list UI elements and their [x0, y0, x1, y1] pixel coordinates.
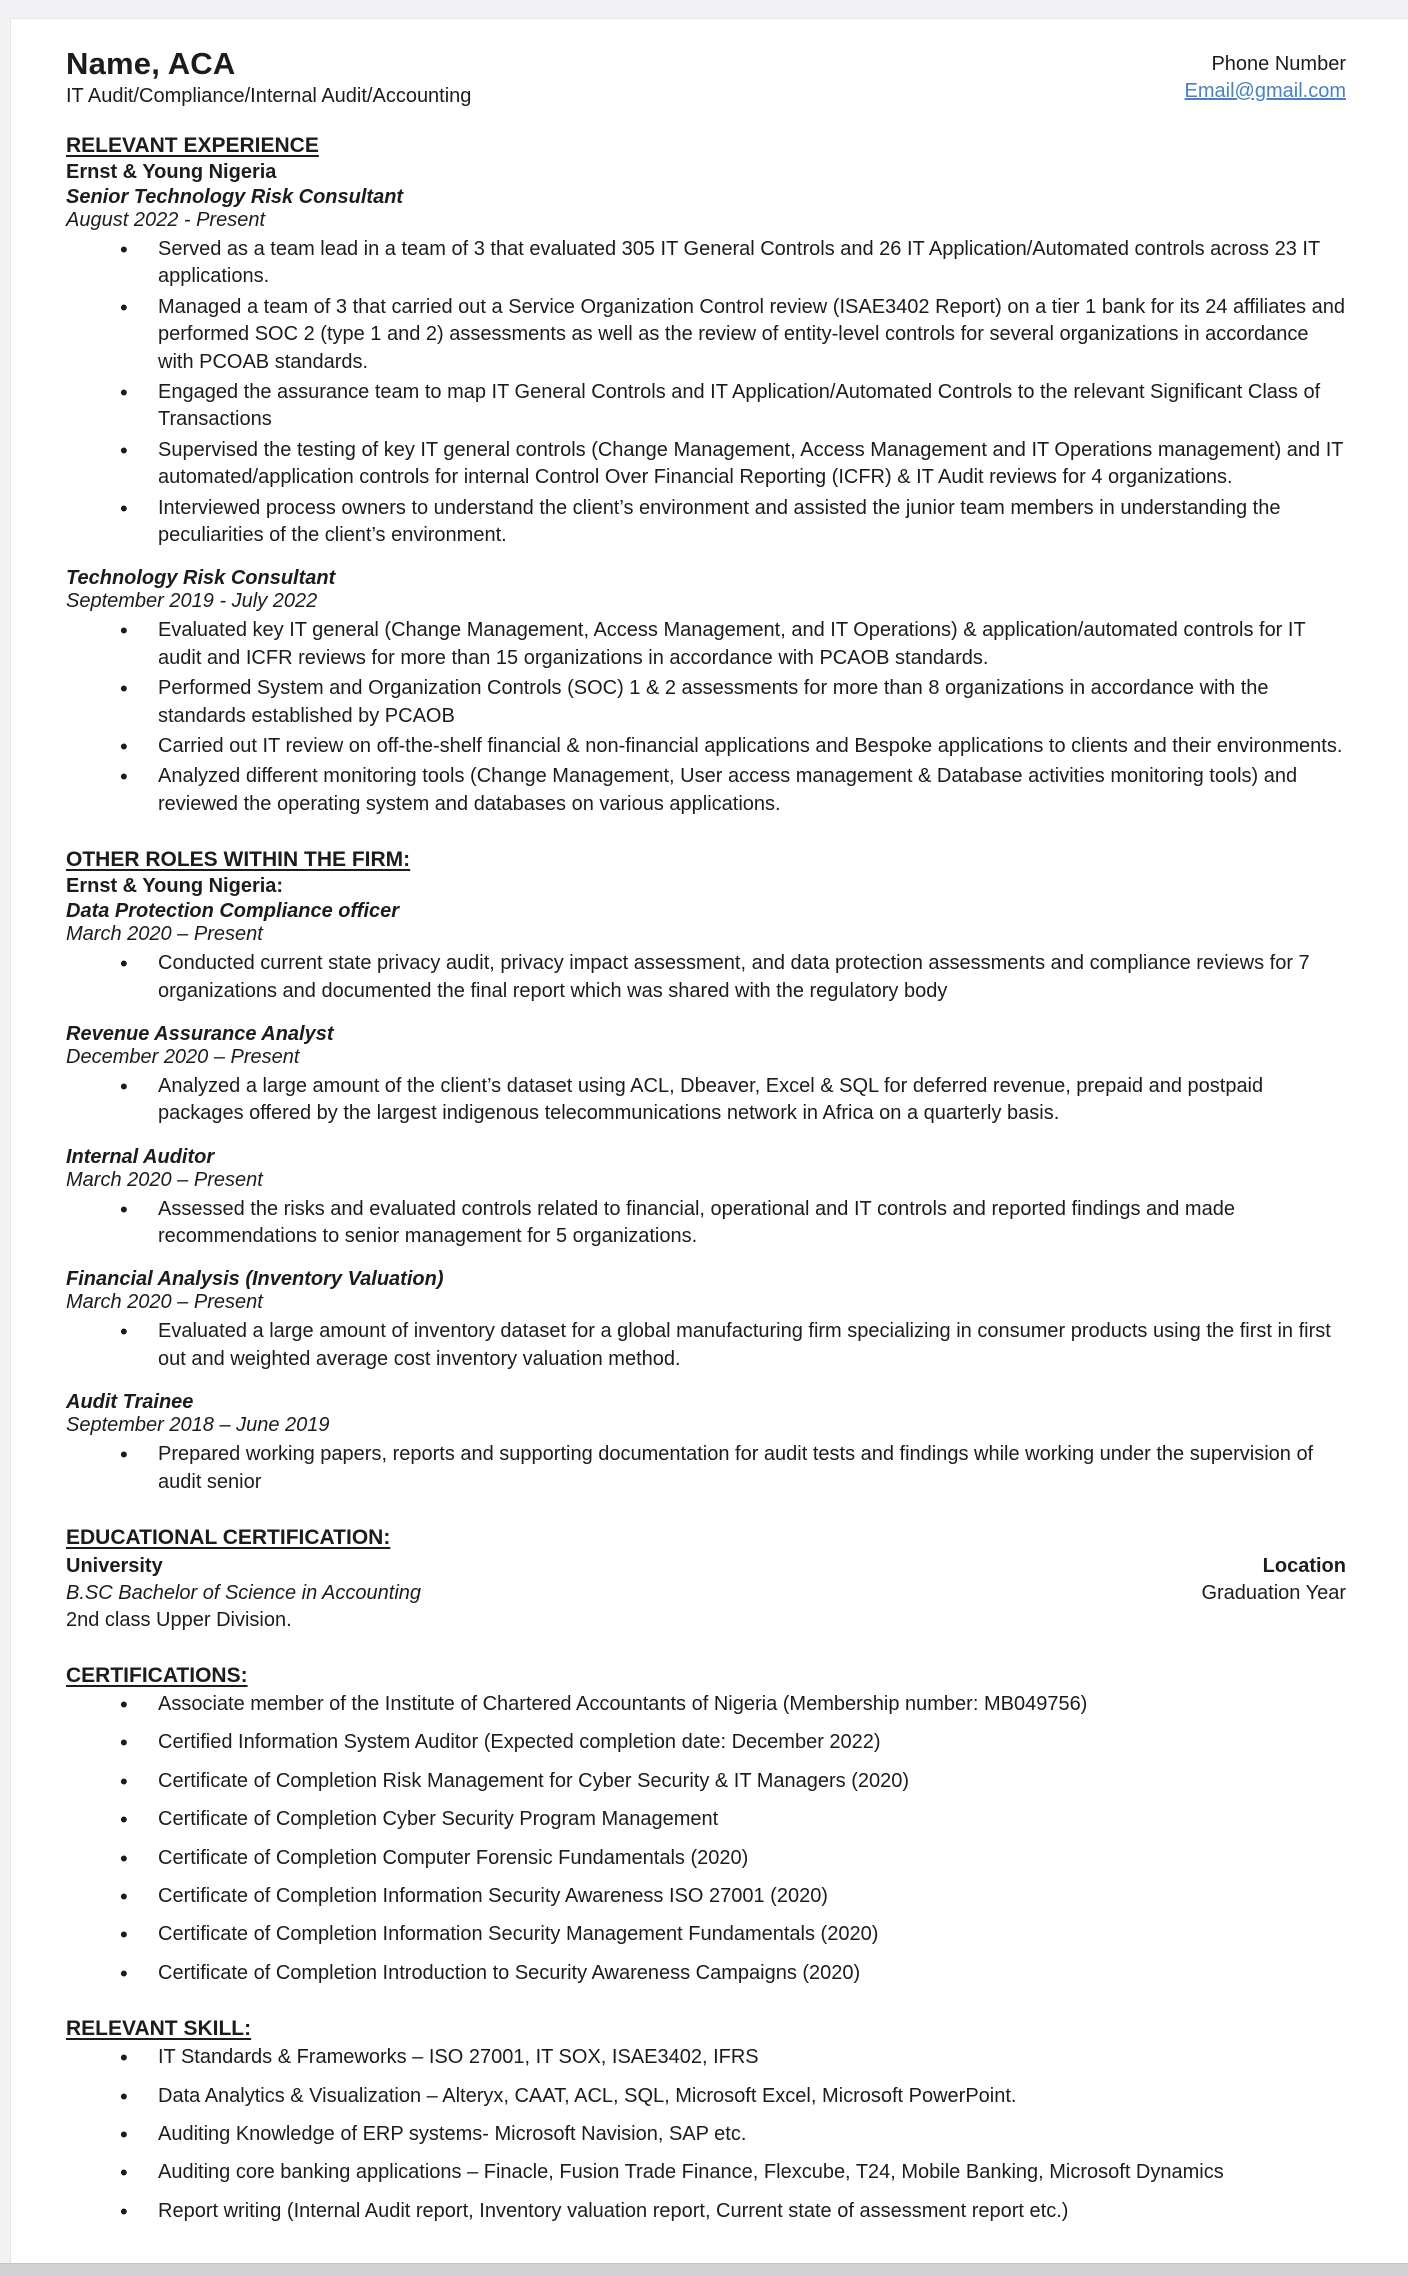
role-title: Technology Risk Consultant [66, 567, 336, 590]
role-revenue-assurance-analyst [66, 1023, 1346, 1128]
role-dates: September 2018 – June 2019 [66, 1414, 330, 1437]
certification-item: • Certificate of Completion Risk Management for Cyber Security & IT Managers (2020) [66, 1768, 1346, 1795]
certification-item: • Certified Information System Auditor (Expected completion date: December 2022) [66, 1729, 1346, 1756]
bullet-item: • Conducted current state privacy audit, privacy impact assessment, and data protection assessments and compliance reviews for 7 organizations and documented the final report which was shared with the regulatory body [66, 950, 1346, 1005]
bullet-item: • Supervised the testing of key IT general controls (Change Management, Access Management and IT Operations management) and IT automated/application controls for internal Control Over Financial Reporting (ICFR) & IT Audit reviews for 4 organizations. [66, 437, 1346, 492]
role-data-protection-compliance-officer [66, 900, 1346, 1005]
candidate-name: Name, ACA [66, 46, 236, 81]
skill-item: • Data Analytics & Visualization – Alteryx, CAAT, ACL, SQL, Microsoft Excel, Microsoft PowerPoint. [66, 2083, 1346, 2110]
role-bullets [66, 617, 1346, 818]
education-row-school [66, 1553, 1346, 1580]
section-title-education: EDUCATIONAL CERTIFICATION: [66, 1526, 391, 1550]
role-internal-auditor [66, 1146, 1346, 1251]
degree-name: B.SC Bachelor of Science in Accounting [66, 1582, 422, 1605]
bullet-item: • Managed a team of 3 that carried out a Service Organization Control review (ISAE3402 Report) on a tier 1 bank for its 24 affiliates and performed SOC 2 (type 1 and 2) assessments as well as the review of entity-level controls for several organizations in accordance with PCOAB standards. [66, 294, 1346, 376]
university-location: Location [1262, 1555, 1346, 1578]
role-title: Revenue Assurance Analyst [66, 1022, 334, 1045]
role-dates: September 2019 - July 2022 [66, 590, 318, 613]
bullet-item: • Assessed the risks and evaluated controls related to financial, operational and IT controls and reported findings and made recommendations to senior management for 5 organizations. [66, 1196, 1346, 1251]
section-title-other-roles: OTHER ROLES WITHIN THE FIRM: [66, 848, 411, 872]
university-name: University [66, 1555, 163, 1578]
section-title-certifications: CERTIFICATIONS: [66, 1664, 248, 1688]
certification-item: • Certificate of Completion Introduction to Security Awareness Campaigns (2020) [66, 1960, 1346, 1987]
role-title: Senior Technology Risk Consultant [66, 186, 404, 209]
role-title: Financial Analysis (Inventory Valuation) [66, 1268, 444, 1291]
company-name: Ernst & Young Nigeria: [66, 875, 284, 898]
certification-item: • Certificate of Completion Cyber Security Program Management [66, 1806, 1346, 1833]
section-title-skills: RELEVANT SKILL: [66, 2017, 252, 2041]
email-link[interactable]: Email@gmail.com [1184, 80, 1346, 102]
company-name: Ernst & Young Nigeria [66, 161, 277, 184]
role-bullets [66, 950, 1346, 1005]
role-financial-analysis [66, 1268, 1346, 1373]
bullet-item: • Evaluated key IT general (Change Management, Access Management, and IT Operations) & application/automated controls for IT audit and ICFR reviews for more than 15 organizations in accordance with PCAOB standards. [66, 617, 1346, 672]
skill-item: • Report writing (Internal Audit report, Inventory valuation report, Current state of assessment report etc.) [66, 2198, 1346, 2225]
skill-item: • Auditing core banking applications – Finacle, Fusion Trade Finance, Flexcube, T24, Mobile Banking, Microsoft Dynamics [66, 2159, 1346, 2186]
role-bullets [66, 1073, 1346, 1128]
skills-list [66, 2044, 1346, 2225]
bullet-item: • Served as a team lead in a team of 3 that evaluated 305 IT General Controls and 26 IT Application/Automated controls across 23 IT applications. [66, 236, 1346, 291]
role-dates: December 2020 – Present [66, 1045, 300, 1068]
role-bullets [66, 1318, 1346, 1373]
header-left [66, 47, 471, 108]
role-bullets [66, 1441, 1346, 1496]
role-senior-technology-risk-consultant [66, 186, 1346, 549]
role-dates: March 2020 – Present [66, 923, 263, 946]
education-row-degree [66, 1580, 1346, 1607]
role-dates: March 2020 – Present [66, 1291, 263, 1314]
certification-item: • Certificate of Completion Computer Forensic Fundamentals (2020) [66, 1845, 1346, 1872]
skill-item: • IT Standards & Frameworks – ISO 27001, IT SOX, ISAE3402, IFRS [66, 2044, 1346, 2071]
skill-item: • Auditing Knowledge of ERP systems- Microsoft Navision, SAP etc. [66, 2121, 1346, 2148]
role-technology-risk-consultant [66, 567, 1346, 818]
bullet-item: • Evaluated a large amount of inventory dataset for a global manufacturing firm specializing in consumer products using the first in first out and weighted average cost inventory valuation method. [66, 1318, 1346, 1373]
role-dates: March 2020 – Present [66, 1168, 263, 1191]
role-bullets [66, 236, 1346, 549]
role-dates: August 2022 - Present [66, 209, 266, 232]
degree-class: 2nd class Upper Division. [66, 1609, 292, 1632]
certification-item: • Certificate of Completion Information Security Awareness ISO 27001 (2020) [66, 1883, 1346, 1910]
role-title: Data Protection Compliance officer [66, 900, 400, 923]
role-title: Audit Trainee [66, 1391, 194, 1414]
bullet-item: • Performed System and Organization Controls (SOC) 1 & 2 assessments for more than 8 organizations in accordance with the standards established by PCAOB [66, 675, 1346, 730]
bullet-item: • Carried out IT review on off-the-shelf financial & non-financial applications and Bespoke applications to clients and their environments. [66, 733, 1346, 760]
role-bullets [66, 1196, 1346, 1251]
graduation-year: Graduation Year [1201, 1582, 1346, 1605]
resume-page [10, 18, 1408, 2276]
bullet-item: • Prepared working papers, reports and supporting documentation for audit tests and findings while working under the supervision of audit senior [66, 1441, 1346, 1496]
header-contact [1185, 47, 1346, 103]
resume-header [66, 47, 1346, 108]
phone-number: Phone Number [1211, 53, 1346, 75]
role-title: Internal Auditor [66, 1145, 215, 1168]
page-bottom-edge [0, 2263, 1408, 2276]
candidate-subtitle: IT Audit/Compliance/Internal Audit/Accounting [66, 85, 472, 108]
certification-item: • Associate member of the Institute of Chartered Accountants of Nigeria (Membership number: MB049756) [66, 1691, 1346, 1718]
section-title-relevant-experience: RELEVANT EXPERIENCE [66, 134, 319, 158]
bullet-item: • Analyzed a large amount of the client’s dataset using ACL, Dbeaver, Excel & SQL for deferred revenue, prepaid and postpaid packages offered by the largest indigenous telecommunications network in Africa on a quarterly basis. [66, 1073, 1346, 1128]
role-audit-trainee [66, 1391, 1346, 1496]
certifications-list [66, 1691, 1346, 1987]
bullet-item: • Interviewed process owners to understand the client’s environment and assisted the junior team members in understanding the peculiarities of the client’s environment. [66, 495, 1346, 550]
bullet-item: • Engaged the assurance team to map IT General Controls and IT Application/Automated Controls to the relevant Significant Class of Transactions [66, 379, 1346, 434]
bullet-item: • Analyzed different monitoring tools (Change Management, User access management & Database activities monitoring tools) and reviewed the operating system and databases on various applications. [66, 763, 1346, 818]
certification-item: • Certificate of Completion Information Security Management Fundamentals (2020) [66, 1921, 1346, 1948]
